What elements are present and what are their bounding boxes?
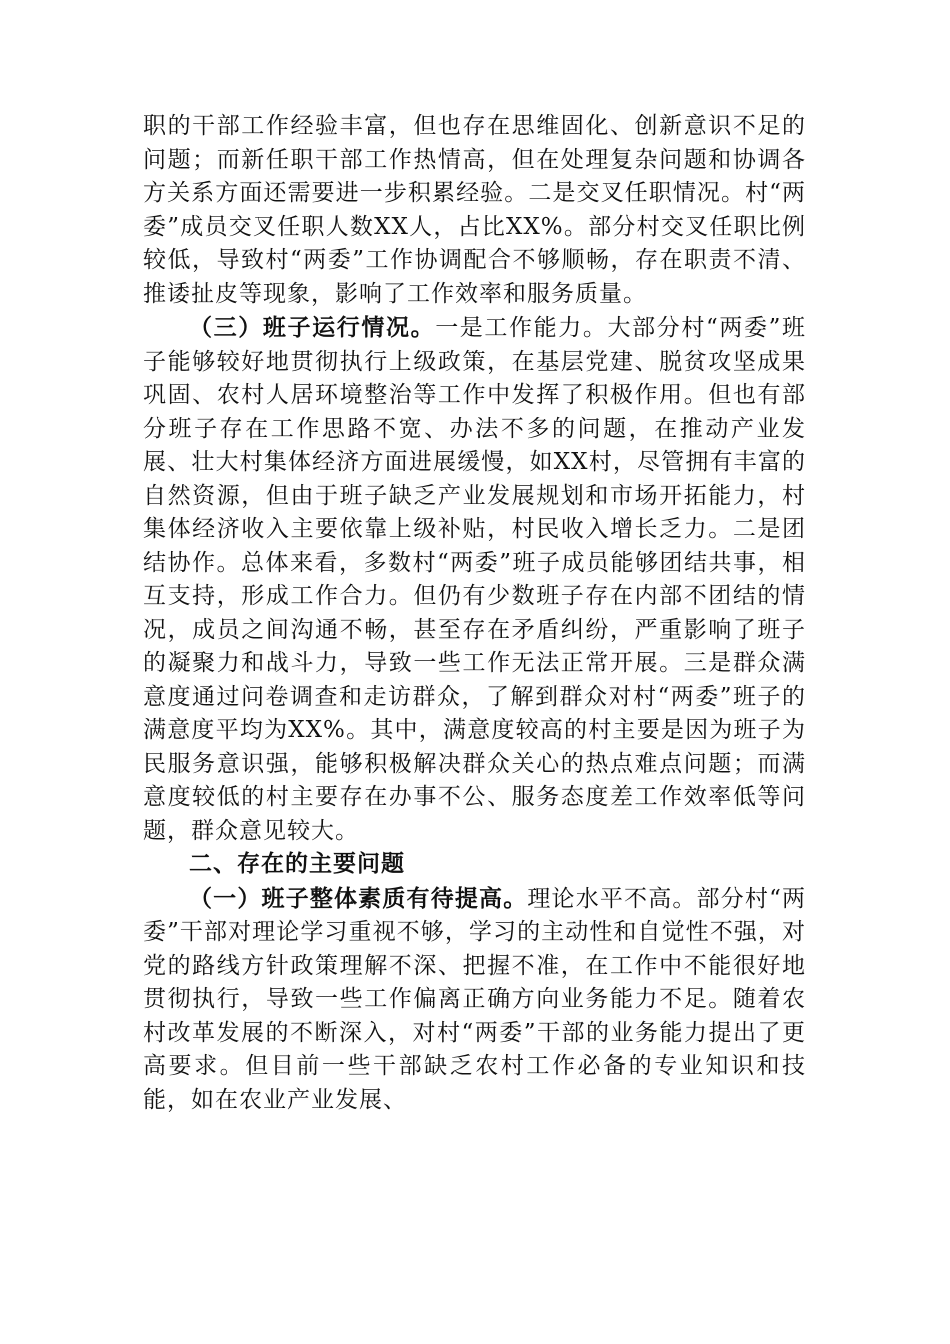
section-heading: 二、存在的主要问题	[189, 851, 405, 877]
paragraph-cross-appointment: 职的干部工作经验丰富，但也存在思维固化、创新意识不足的问题；而新任职干部工作热情高，但在处理复杂问题和协调各方关系方面还需要进一步积累经验。二是交叉任职情况。村“两委”成员交叉任职人数XX人，占比XX%。部分村交叉任职比例较低，导致村“两委”工作协调配合不够顺畅，存在职责不清、推诿扯皮等现象，影响了工作效率和服务质量。	[143, 113, 806, 307]
paragraph-team-operation	[143, 311, 806, 848]
document-page	[143, 110, 806, 1117]
paragraph-lead: （一）班子整体素质有待提高。	[189, 884, 528, 912]
paragraph-team-quality	[143, 882, 806, 1118]
paragraph-body: 理论水平不高。部分村“两委”干部对理论学习重视不够，学习的主动性和自觉性不强，对党的路线方针政策理解不深、把握不准，在工作中不能很好地贯彻执行，导致一些工作偏离正确方向业务能力不足。随着农村改革发展的不断深入，对村“两委”干部的业务能力提出了更高要求。但目前一些干部缺乏农村工作必备的专业知识和技能，如在农业产业发展、	[143, 885, 806, 1113]
paragraph-lead: （三）班子运行情况。	[189, 314, 436, 341]
paragraph-body: 一是工作能力。大部分村“两委”班子能够较好地贯彻执行上级政策，在基层党建、脱贫攻坚成果巩固、农村人居环境整治等工作中发挥了积极作用。但也有部分班子存在工作思路不宽、办法不多的问题，在推动产业发展、壮大村集体经济方面进展缓慢，如XX村，尽管拥有丰富的自然资源，但由于班子缺乏产业发展规划和市场开拓能力，村集体经济收入主要依靠上级补贴，村民收入增长乏力。二是团结协作。总体来看，多数村“两委”班子成员能够团结共事，相互支持，形成工作合力。但仍有少数班子存在内部不团结的情况，成员之间沟通不畅，甚至存在矛盾纠纷，严重影响了班子的凝聚力和战斗力，导致一些工作无法正常开展。三是群众满意度通过问卷调查和走访群众，了解到群众对村“两委”班子的满意度平均为XX%。其中，满意度较高的村主要是因为班子为民服务意识强，能够积极解决群众关心的热点难点问题；而满意度较低的村主要存在办事不公、服务态度差工作效率低等问题，群众意见较大。	[143, 315, 806, 844]
